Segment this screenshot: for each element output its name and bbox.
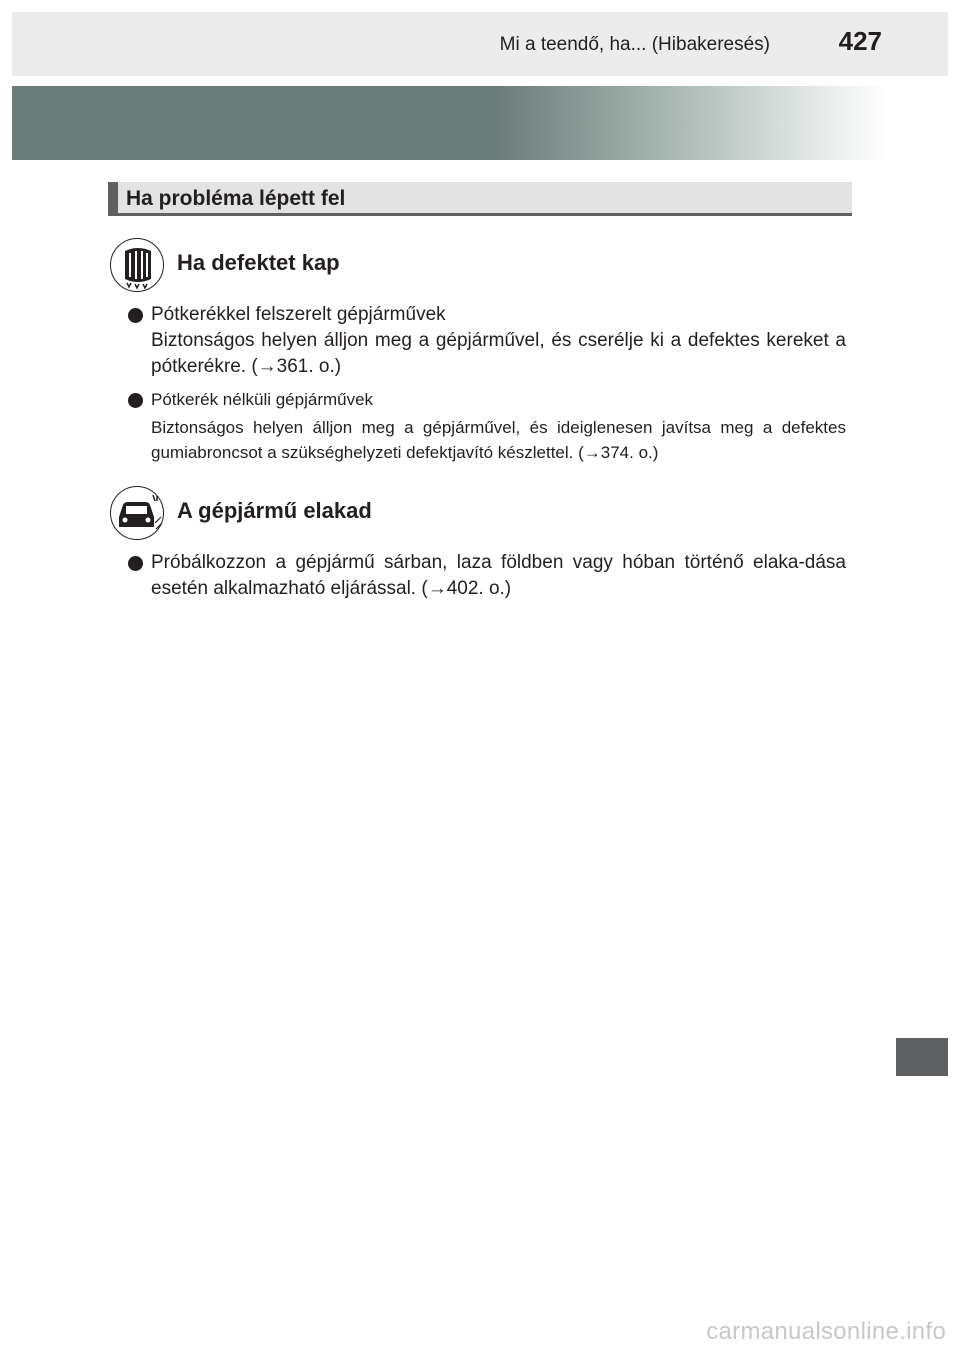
stuck-vehicle-icon — [110, 486, 164, 540]
flat-tire-heading: Ha defektet kap — [177, 250, 340, 275]
bullet-icon — [128, 393, 143, 408]
header-bar — [12, 12, 948, 76]
page-number: 427 — [838, 26, 882, 56]
stuck-heading: A gépjármű elakad — [177, 498, 372, 523]
item-title: Pótkerék nélküli gépjárművek — [151, 390, 374, 409]
chapter-tab — [896, 1038, 948, 1076]
item-text: Próbálkozzon a gépjármű sárban, laza földben vagy hóban történő elaka-dása esetén alkalmazható eljárással. (→402. o.) — [151, 552, 846, 599]
bullet-icon — [128, 308, 143, 323]
bullet-icon — [128, 556, 143, 571]
item-text: Biztonságos helyen álljon meg a gépjárművel, és ideiglenesen javítsa meg a defektes gumiabroncsot a szükséghelyzeti defektjavító készlettel. (→374. o.) — [151, 418, 846, 462]
section-header — [108, 182, 852, 216]
chapter-title: Mi a teendő, ha... (Hibakeresés) — [499, 34, 770, 55]
item-text: Biztonságos helyen álljon meg a gépjárművel, és cserélje ki a defektes kereket a pótkerékre. (→361. o.) — [151, 330, 846, 377]
item-title: Pótkerékkel felszerelt gépjárművek — [151, 304, 446, 325]
section-title: Ha probléma lépett fel — [126, 187, 346, 210]
watermark: carmanualsonline.info — [706, 1318, 946, 1345]
flat-tire-icon — [110, 238, 164, 292]
decorative-band — [12, 86, 888, 160]
